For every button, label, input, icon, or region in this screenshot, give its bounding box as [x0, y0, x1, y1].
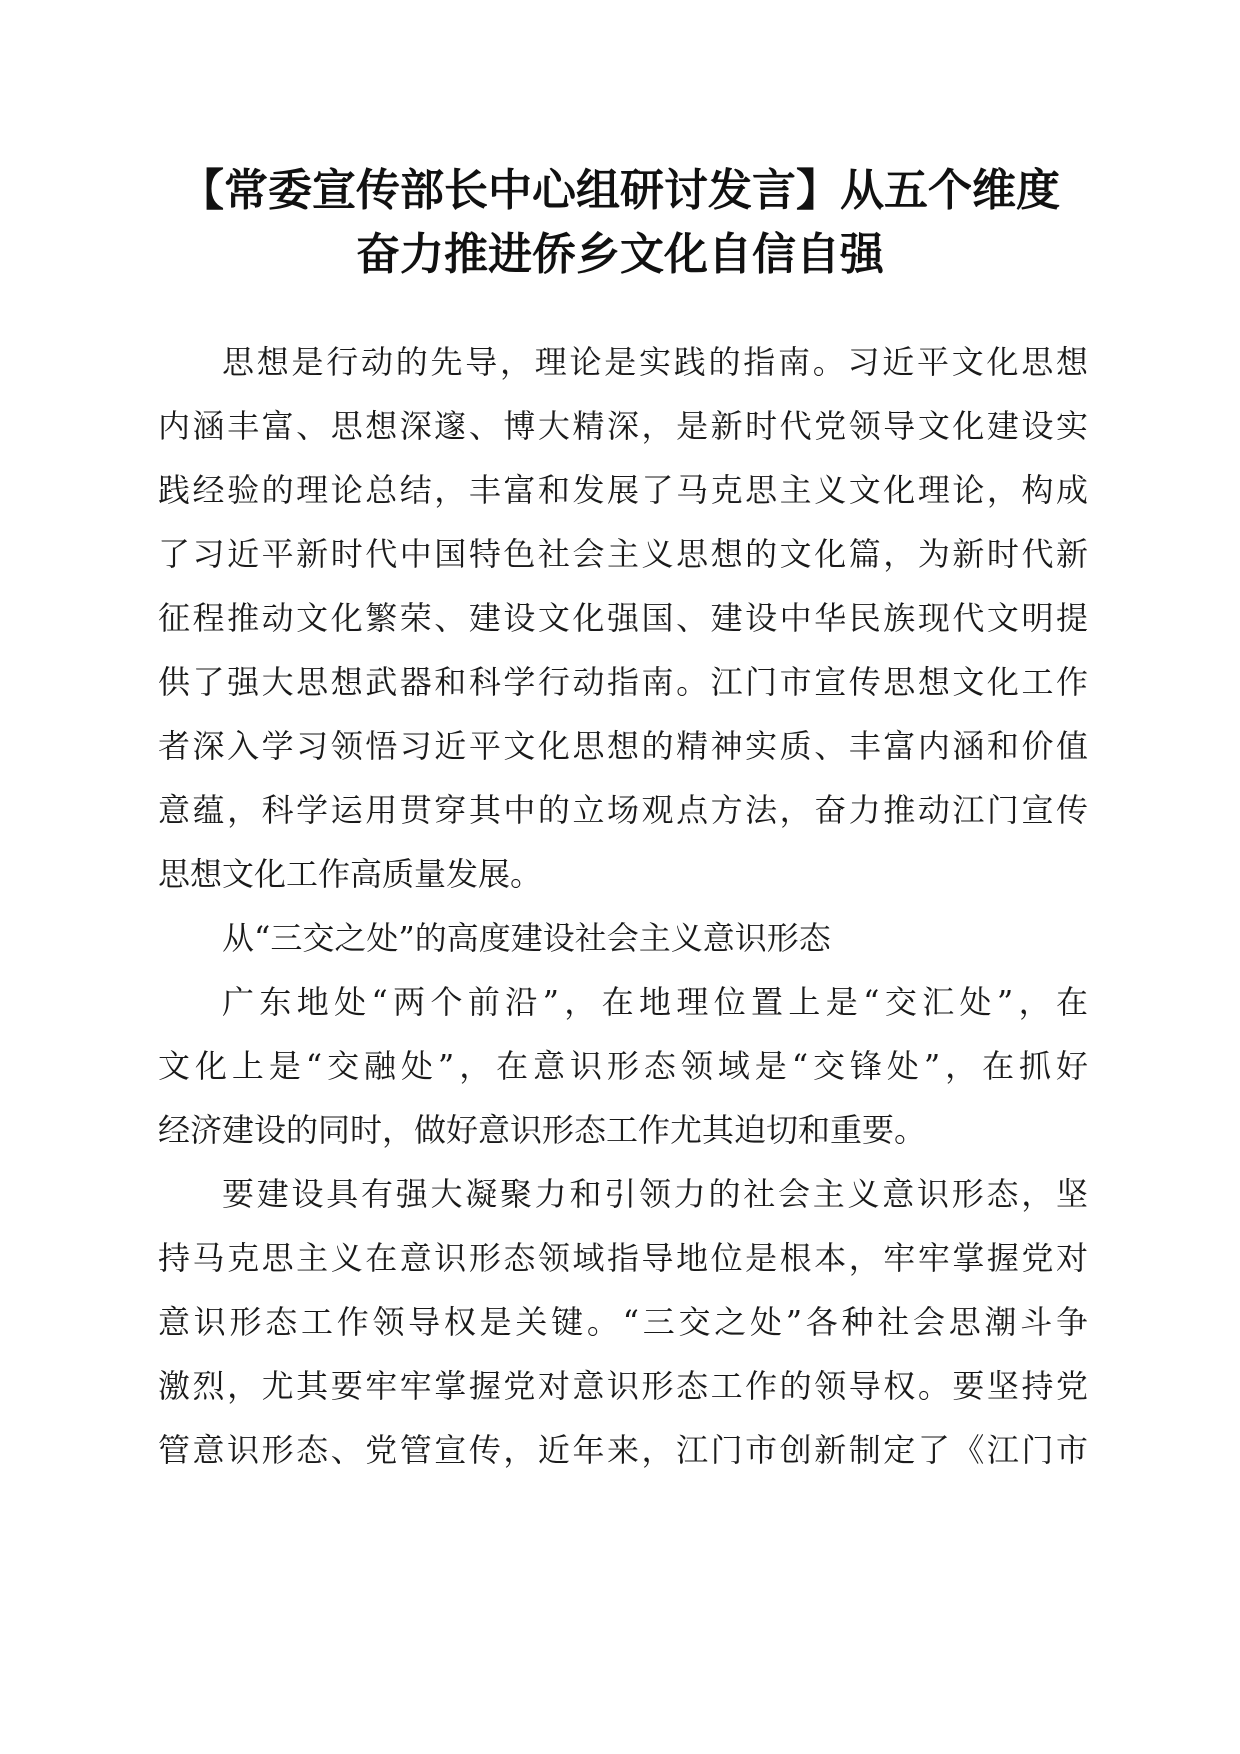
paragraph-line: 供了强大思想武器和科学行动指南。江门市宣传思想文化工作 — [158, 663, 1088, 701]
section-heading: 从“三交之处”的高度建设社会主义意识形态 — [222, 919, 831, 957]
paragraph-line: 意识形态工作领导权是关键。“三交之处”各种社会思潮斗争 — [158, 1303, 1088, 1341]
paragraph-line: 了习近平新时代中国特色社会主义思想的文化篇，为新时代新 — [158, 535, 1088, 573]
paragraph-line: 者深入学习领悟习近平文化思想的精神实质、丰富内涵和价值 — [158, 727, 1088, 765]
paragraph-line: 内涵丰富、思想深邃、博大精深，是新时代党领导文化建设实 — [158, 407, 1088, 445]
paragraph-line: 广东地处“两个前沿”，在地理位置上是“交汇处”，在 — [222, 983, 1088, 1021]
paragraph-line: 征程推动文化繁荣、建设文化强国、建设中华民族现代文明提 — [158, 599, 1088, 637]
paragraph-line: 意蕴，科学运用贯穿其中的立场观点方法，奋力推动江门宣传 — [158, 791, 1088, 829]
paragraph-line: 思想是行动的先导，理论是实践的指南。习近平文化思想 — [222, 343, 1088, 381]
paragraph-line: 经济建设的同时，做好意识形态工作尤其迫切和重要。 — [158, 1111, 927, 1149]
paragraph-line: 思想文化工作高质量发展。 — [158, 855, 543, 893]
paragraph-line: 管意识形态、党管宣传，近年来，江门市创新制定了《江门市 — [158, 1431, 1088, 1469]
document-title-line-1: 【常委宣传部长中心组研讨发言】从五个维度 — [180, 165, 1060, 216]
paragraph-line: 激烈，尤其要牢牢掌握党对意识形态工作的领导权。要坚持党 — [158, 1367, 1088, 1405]
document-title-line-2: 奋力推进侨乡文化自信自强 — [356, 229, 884, 280]
paragraph-line: 践经验的理论总结，丰富和发展了马克思主义文化理论，构成 — [158, 471, 1088, 509]
paragraph-line: 要建设具有强大凝聚力和引领力的社会主义意识形态，坚 — [222, 1175, 1088, 1213]
paragraph-line: 文化上是“交融处”，在意识形态领域是“交锋处”，在抓好 — [158, 1047, 1088, 1085]
paragraph-line: 持马克思主义在意识形态领域指导地位是根本，牢牢掌握党对 — [158, 1239, 1088, 1277]
